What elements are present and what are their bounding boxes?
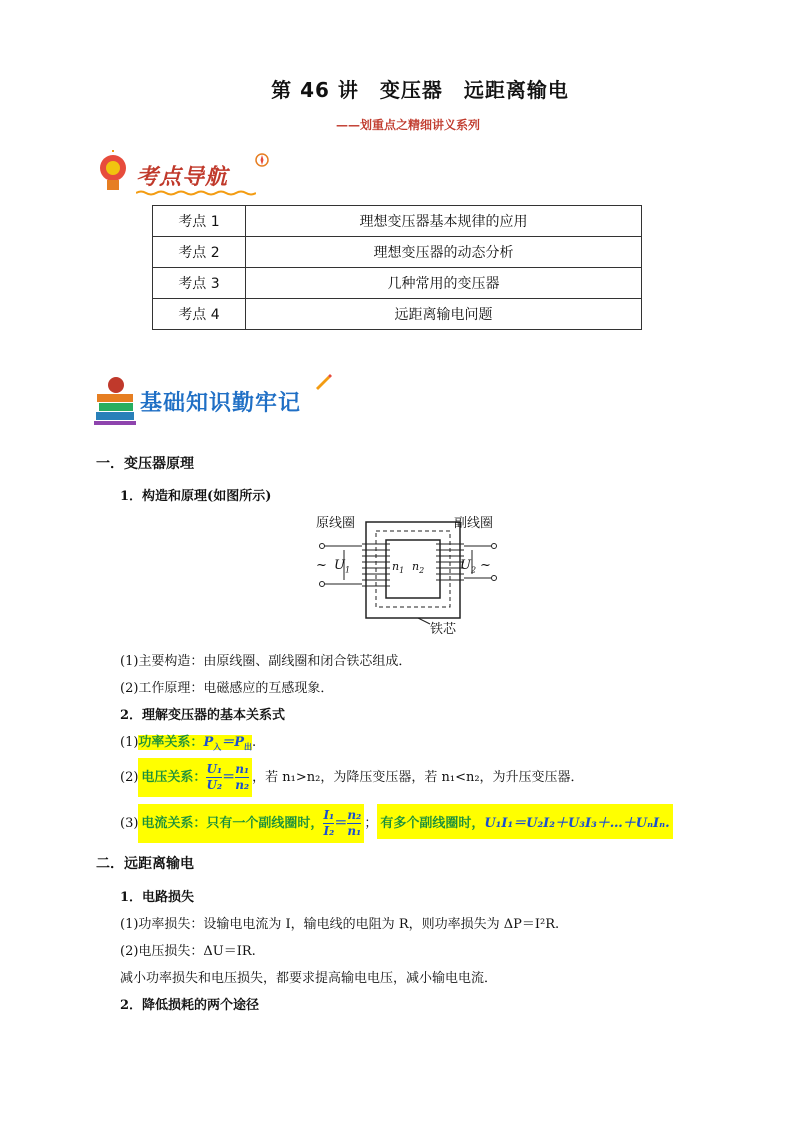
current-multi-label: 有多个副线圈时， — [380, 816, 485, 831]
power-end: . — [252, 735, 257, 750]
section-heading: 一．变压器原理 — [96, 456, 194, 472]
transformer-figure — [312, 510, 504, 640]
u2-subscript: 2 — [470, 565, 477, 575]
voltage-rest: ，若 n₁>n₂，为降压变压器，若 n₁<n₂，为升压变压器． — [252, 770, 584, 785]
power-eq-out: 出 — [244, 741, 252, 752]
n1-subscript: 1 — [399, 566, 405, 576]
voltage-denominator-2: n₂ — [235, 778, 250, 792]
voltage-fraction-right — [235, 762, 249, 793]
topic-value: 几种常用的变压器 — [246, 268, 642, 299]
paragraph: (1)主要构造：由原线圈、副线圈和闭合铁芯组成． — [120, 654, 412, 669]
power-relation — [120, 731, 256, 753]
n2-symbol: n — [412, 560, 420, 573]
voltage-numerator: U₁ — [206, 762, 223, 776]
current-numerator: I₁ — [323, 808, 335, 822]
n1-symbol: n — [392, 560, 400, 573]
u2-label — [460, 558, 476, 575]
current-denominator-2: n₁ — [347, 824, 362, 838]
table-row — [153, 268, 642, 299]
power-prefix: (1) — [120, 735, 139, 750]
voltage-denominator: U₂ — [206, 778, 223, 792]
paragraph: 减小功率损失和电压损失，都要求提高输电电压，减小输电电流． — [120, 971, 498, 986]
voltage-prefix: (2) — [120, 770, 139, 785]
u1-label — [334, 558, 350, 575]
current-fraction-left — [323, 808, 334, 839]
subsection-heading: 1．构造和原理(如图所示) — [120, 489, 272, 504]
knowledge-banner — [92, 372, 352, 430]
n1-label — [392, 560, 404, 575]
topic-key: 考点 1 — [153, 206, 246, 237]
lightbulb-icon — [96, 150, 130, 198]
topic-key: 考点 2 — [153, 237, 246, 268]
ac-symbol-right: ~ — [480, 558, 491, 573]
topic-value: 远距离输电问题 — [246, 299, 642, 330]
section-heading: 二．远距离输电 — [96, 856, 194, 872]
core-label: 铁芯 — [430, 622, 457, 637]
power-eq-mid: ＝P — [221, 735, 244, 750]
ac-symbol-left: ~ — [316, 558, 327, 573]
topics-table — [152, 205, 642, 330]
current-label: 电流关系：只有一个副线圈时， — [141, 816, 324, 831]
nav-banner-label: 考点导航 — [136, 165, 229, 190]
topic-value: 理想变压器基本规律的应用 — [246, 206, 642, 237]
current-separator: ； — [364, 816, 378, 831]
voltage-equals: ＝ — [222, 770, 236, 785]
u1-symbol: U — [334, 558, 345, 573]
pencil-icon — [314, 372, 332, 390]
compass-icon — [254, 152, 270, 168]
n2-label — [412, 560, 424, 575]
current-prefix: (3) — [120, 816, 139, 831]
u2-symbol: U — [460, 558, 471, 573]
subsection-heading: 1．电路损失 — [120, 890, 195, 905]
subsection-heading: 2．降低损耗的两个途径 — [120, 998, 260, 1013]
table-row — [153, 206, 642, 237]
power-eq-p: P — [203, 735, 214, 750]
current-relation — [120, 804, 673, 843]
primary-coil-label: 原线圈 — [316, 516, 356, 531]
nav-banner — [94, 150, 274, 200]
secondary-coil-label: 副线圈 — [454, 516, 494, 531]
paragraph: (2)电压损失：ΔU＝IR. — [120, 944, 256, 959]
voltage-label: 电压关系： — [141, 770, 207, 785]
topic-value: 理想变压器的动态分析 — [246, 237, 642, 268]
page-title: 第 46 讲 变压器 远距离输电 — [271, 78, 569, 102]
topic-key: 考点 3 — [153, 268, 246, 299]
voltage-relation — [120, 758, 584, 797]
n2-subscript: 2 — [419, 566, 425, 576]
page-subtitle: ——划重点之精细讲义系列 — [336, 118, 481, 132]
current-numerator-2: n₂ — [347, 808, 362, 822]
books-icon — [92, 372, 138, 428]
current-fraction-right — [347, 808, 361, 839]
voltage-numerator-2: n₁ — [235, 762, 250, 776]
power-eq-in: 入 — [213, 741, 222, 752]
subsection-heading: 2．理解变压器的基本关系式 — [120, 708, 286, 723]
power-label: 功率关系： — [138, 735, 204, 750]
topic-key: 考点 4 — [153, 299, 246, 330]
table-row — [153, 299, 642, 330]
current-equals: ＝ — [334, 816, 348, 831]
current-denominator: I₂ — [323, 824, 335, 838]
table-row — [153, 237, 642, 268]
wave-underline — [136, 190, 256, 196]
voltage-fraction-left — [206, 762, 222, 793]
current-multi-eq: U₁I₁＝U₂I₂＋U₃I₃＋…＋UₙIₙ. — [484, 816, 670, 831]
paragraph: (1)功率损失：设输电电流为 I，输电线的电阻为 R，则功率损失为 ΔP＝I²R. — [120, 917, 560, 932]
paragraph: (2)工作原理：电磁感应的互感现象． — [120, 681, 334, 696]
u1-subscript: 1 — [344, 565, 351, 575]
knowledge-banner-label: 基础知识勤牢记 — [140, 391, 302, 416]
